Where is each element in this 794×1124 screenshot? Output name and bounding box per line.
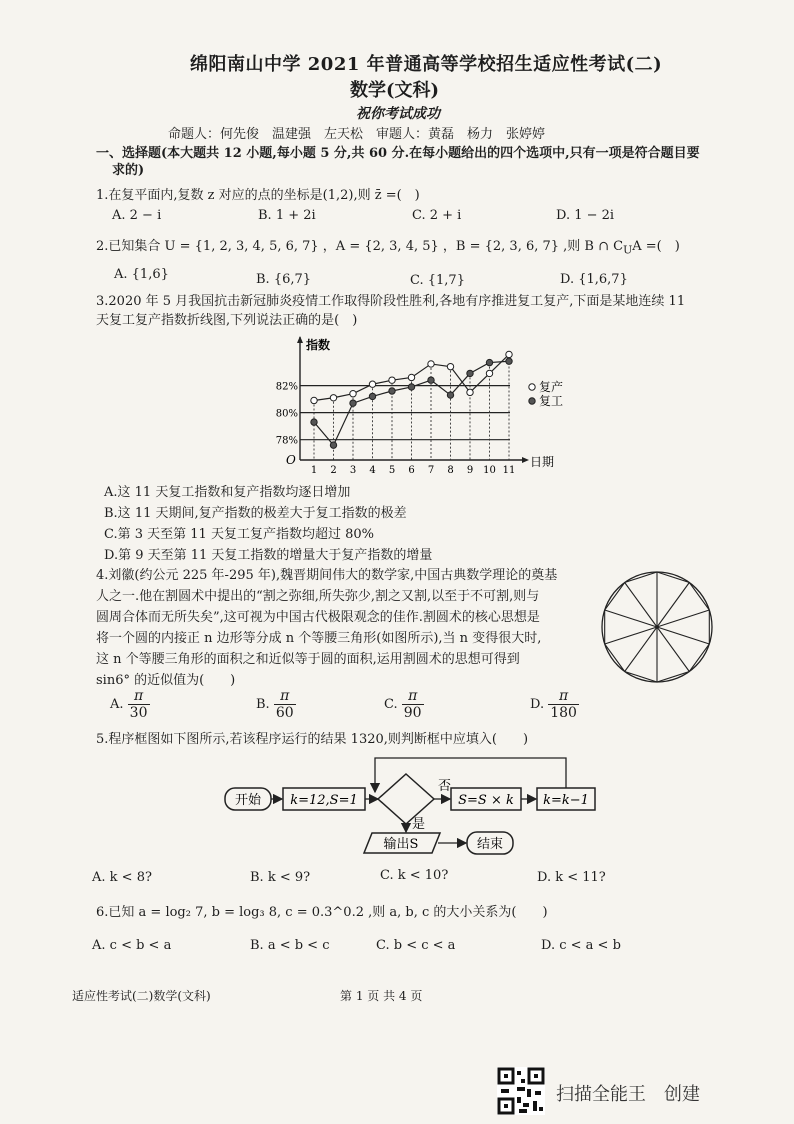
series-0-point bbox=[350, 391, 356, 397]
q5-stem: 5.程序框图如下图所示,若该程序运行的结果 1320,则判断框中应填入( ) bbox=[96, 732, 529, 747]
q4-stem-line2: 人之一.他在割圆术中提出的“割之弥细,所失弥少,割之又割,以至于不可割,则与 bbox=[96, 589, 540, 604]
q4-option-b bbox=[256, 688, 296, 721]
q1-option-a: A. 2 − i bbox=[112, 208, 162, 223]
q2-stem-main: 2.已知集合 U = {1, 2, 3, 4, 5, 6, 7} ，A = {2, 3, 4, 5} ，B = {2, 3, 6, 7} ,则 B ∩ C bbox=[96, 239, 624, 254]
q2-stem-sub: U bbox=[623, 243, 633, 257]
q4-option-a-label: A. bbox=[110, 697, 124, 712]
series-1-point bbox=[350, 400, 356, 406]
y-tick-label: 80% bbox=[275, 408, 298, 420]
flow-init-label: k=12,S=1 bbox=[290, 793, 358, 808]
flow-start-label: 开始 bbox=[234, 793, 262, 808]
x-tick-label: 6 bbox=[408, 465, 415, 476]
q3-option-a: A.这 11 天复工指数和复产指数均逐日增加 bbox=[104, 485, 351, 500]
q5-option-c: C. k < 10? bbox=[380, 868, 449, 883]
legend-marker-1 bbox=[529, 398, 535, 404]
series-1-point bbox=[486, 359, 492, 365]
origin-label: O bbox=[286, 453, 296, 467]
q5-option-b: B. k < 9? bbox=[250, 870, 311, 885]
decagon-radius bbox=[605, 610, 657, 627]
q1-stem: 1.在复平面内,复数 z 对应的点的坐标是(1,2),则 z̄ =( ) bbox=[96, 188, 420, 203]
q2-option-a: A. {1,6} bbox=[114, 267, 169, 282]
y-axis-arrow bbox=[297, 336, 303, 343]
q4-option-c bbox=[384, 688, 424, 721]
flow-no-label: 否 bbox=[438, 779, 452, 794]
flow-output-label: 输出S bbox=[383, 837, 419, 852]
q2-option-c: C. {1,7} bbox=[410, 273, 465, 288]
series-1-point bbox=[408, 384, 414, 390]
q2-option-b: B. {6,7} bbox=[256, 272, 312, 287]
x-axis-arrow bbox=[522, 457, 529, 463]
q3-stem-line1: 3.2020 年 5 月我国抗击新冠肺炎疫情工作取得阶段性胜利,各地有序推进复工复产,下面是某地连续 11 bbox=[96, 294, 686, 309]
series-1-point bbox=[467, 370, 473, 376]
series-1-point bbox=[330, 442, 336, 448]
x-axis-label: 日期 bbox=[530, 455, 555, 469]
q6-option-a: A. c < b < a bbox=[92, 938, 172, 953]
q4-stem-line6: sin6° 的近似值为( ) bbox=[96, 673, 236, 688]
q4-option-d bbox=[530, 688, 579, 721]
q4-stem-line4: 将一个圆的内接正 n 边形等分成 n 个等腰三角形(如图所示),当 n 变得很大时, bbox=[96, 631, 542, 646]
series-1-point bbox=[369, 393, 375, 399]
q3-stem-line2: 天复工复产指数折线图,下列说法正确的是( ) bbox=[96, 313, 358, 328]
q4-option-c-label: C. bbox=[384, 697, 398, 712]
footer-page: 第 1 页 共 4 页 bbox=[340, 989, 423, 1003]
flow-multiply-label: S=S × k bbox=[458, 793, 514, 808]
x-tick-label: 5 bbox=[388, 465, 396, 476]
q6-option-d: D. c < a < b bbox=[541, 938, 621, 953]
series-0-point bbox=[447, 363, 453, 369]
q2-stem bbox=[96, 238, 680, 260]
decagon-radius bbox=[625, 583, 657, 627]
series-0-point bbox=[311, 397, 317, 403]
series-1-point bbox=[428, 377, 434, 383]
x-tick-label: 9 bbox=[466, 465, 474, 476]
x-tick-label: 3 bbox=[349, 465, 357, 476]
q5-flowchart bbox=[220, 752, 620, 862]
series-1-point bbox=[389, 388, 395, 394]
footer-left: 适应性考试(二)数学(文科) bbox=[72, 989, 211, 1003]
decagon-radius bbox=[657, 627, 709, 644]
exam-authors: 命题人：何先俊 温建强 左天松 审题人：黄磊 杨力 张婷婷 bbox=[168, 127, 546, 142]
legend-label-1: 复工 bbox=[539, 394, 564, 408]
q4-option-b-label: B. bbox=[256, 697, 270, 712]
q3-option-b: B.这 11 天期间,复产指数的极差大于复工指数的极差 bbox=[104, 506, 407, 521]
decagon-radius bbox=[657, 627, 689, 671]
exam-motto: 祝你考试成功 bbox=[356, 106, 440, 122]
x-tick-label: 8 bbox=[447, 465, 454, 476]
series-0-point bbox=[486, 370, 492, 376]
q2-stem-tail: A =( ) bbox=[632, 239, 680, 254]
flow-yes-label: 是 bbox=[412, 817, 426, 832]
q4-option-a bbox=[110, 688, 150, 721]
legend-label-0: 复产 bbox=[539, 380, 564, 394]
q4-option-c-fraction: $\frac{\pi}{90}$ bbox=[403, 688, 422, 721]
q3-option-c: C.第 3 天至第 11 天复工复产指数均超过 80% bbox=[104, 527, 374, 542]
qr-code-icon bbox=[497, 1067, 545, 1115]
series-0-point bbox=[369, 381, 375, 387]
series-1-point bbox=[506, 358, 512, 364]
exam-title: 绵阳南山中学 2021 年普通高等学校招生适应性考试(二) bbox=[190, 54, 663, 75]
x-tick-label: 10 bbox=[483, 465, 496, 476]
series-0-point bbox=[506, 351, 512, 357]
x-tick-label: 1 bbox=[310, 465, 318, 476]
series-0-point bbox=[389, 377, 395, 383]
x-tick-label: 7 bbox=[427, 465, 435, 476]
series-0-point bbox=[467, 389, 473, 395]
q4-circle-figure bbox=[598, 568, 716, 686]
series-0-point bbox=[330, 395, 336, 401]
q5-option-d: D. k < 11? bbox=[537, 870, 606, 885]
decagon-radius bbox=[657, 583, 689, 627]
x-tick-label: 2 bbox=[330, 465, 337, 476]
series-1-point bbox=[447, 392, 453, 398]
exam-subject: 数学(文科) bbox=[350, 80, 440, 101]
series-0-point bbox=[428, 361, 434, 367]
flow-decision-diamond bbox=[378, 774, 434, 824]
q3-option-d: D.第 9 天至第 11 天复工指数的增量大于复产指数的增量 bbox=[104, 548, 433, 563]
decagon-radius bbox=[625, 627, 657, 671]
y-tick-label: 82% bbox=[275, 381, 298, 393]
decagon-radius bbox=[657, 610, 709, 627]
q5-option-a: A. k < 8? bbox=[92, 870, 152, 885]
q4-option-d-label: D. bbox=[530, 697, 545, 712]
q1-option-c: C. 2 + i bbox=[412, 208, 462, 223]
q4-option-d-fraction: $\frac{\pi}{180}$ bbox=[550, 688, 577, 721]
legend-marker-0 bbox=[529, 384, 535, 390]
q2-option-d: D. {1,6,7} bbox=[560, 272, 628, 287]
watermark-text: 扫描全能王 创建 bbox=[556, 1084, 700, 1105]
q4-stem-line5: 这 n 个等腰三角形的面积之和近似等于圆的面积,运用割圆术的思想可得到 bbox=[96, 652, 520, 667]
q6-option-c: C. b < c < a bbox=[376, 938, 456, 953]
flow-decrement-label: k=k−1 bbox=[543, 793, 589, 808]
y-tick-label: 78% bbox=[275, 435, 298, 447]
decagon-radius bbox=[605, 627, 657, 644]
q1-option-b: B. 1 + 2i bbox=[258, 208, 316, 223]
section-heading-line1: 一、选择题(本大题共 12 小题,每小题 5 分,共 60 分.在每小题给出的四个选项中,只有一项是符合题目要 bbox=[96, 146, 700, 161]
q3-line-chart bbox=[270, 335, 590, 480]
q6-stem: 6.已知 a = log₂ 7, b = log₃ 8, c = 0.3^0.2 ,则 a, b, c 的大小关系为( ) bbox=[96, 905, 548, 920]
q4-stem-line3: 圆周合体而无所失矣”,这可视为中国古代极限观念的佳作.割圆术的核心思想是 bbox=[96, 610, 540, 625]
x-tick-label: 11 bbox=[502, 465, 516, 476]
flow-end-label: 结束 bbox=[476, 837, 504, 852]
section-heading-line2: 求的) bbox=[112, 163, 145, 178]
y-axis-label: 指数 bbox=[306, 338, 331, 352]
q6-option-b: B. a < b < c bbox=[250, 938, 330, 953]
x-tick-label: 4 bbox=[369, 465, 376, 476]
q4-option-a-fraction: $\frac{\pi}{30}$ bbox=[129, 688, 148, 721]
q1-option-d: D. 1 − 2i bbox=[556, 208, 615, 223]
series-1-point bbox=[311, 419, 317, 425]
q4-stem-line1: 4.刘徽(约公元 225 年-295 年),魏晋期间伟大的数学家,中国古典数学理论的奠基 bbox=[96, 568, 558, 583]
q4-option-b-fraction: $\frac{\pi}{60}$ bbox=[275, 688, 294, 721]
series-0-point bbox=[408, 374, 414, 380]
